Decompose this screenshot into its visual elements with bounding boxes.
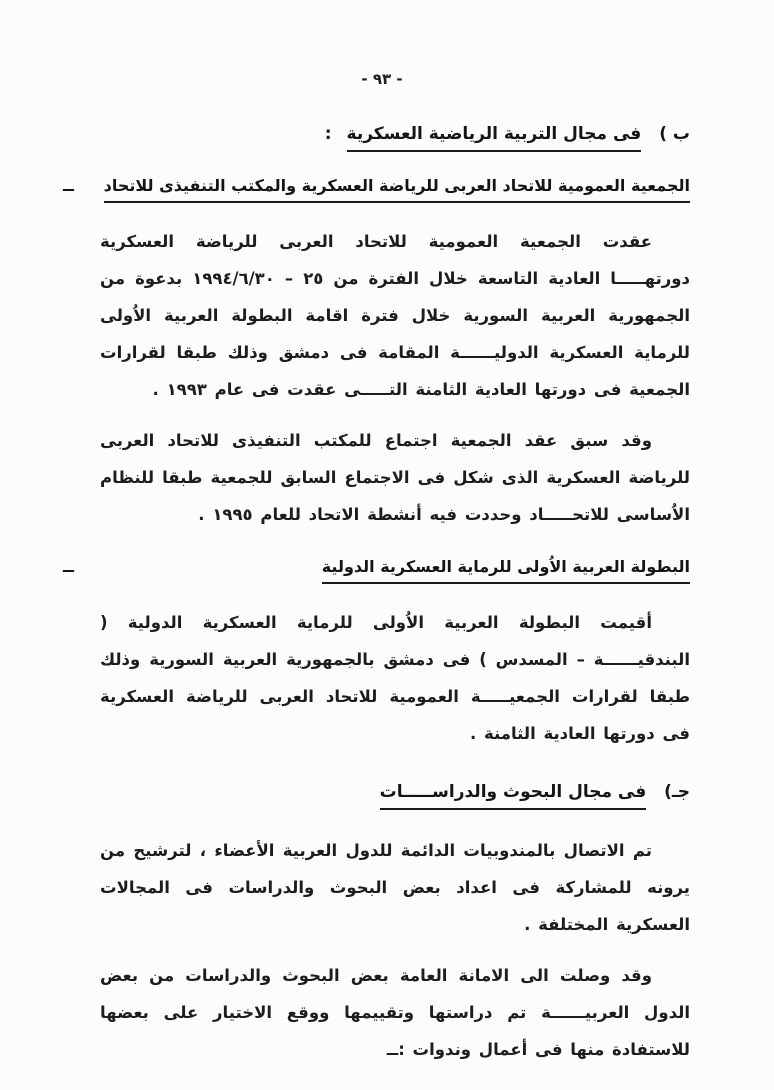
paragraph-championship-held: أقيمت البطولة العربية الاُولى للرماية العسكرية الدولية ( البندقيــــــة – المسدس ) فى دمشق بالجمهورية العربية السورية وذلك طبقا لقرارات الجمعيـــــة العمومية للاتحاد العربى للرياضة العسكرية فى دورتها العادية الثامنة . — [100, 613, 690, 743]
page-number: - ٩٣ - — [361, 70, 403, 88]
subheading-championship: البطولة العربية الاُولى للرماية العسكرية الدولية — [322, 557, 690, 584]
section-b-colon: : — [324, 124, 332, 144]
section-c-heading — [100, 782, 690, 802]
paragraph-research-delegations-contact: تم الاتصال بالمندوبيات الدائمة للدول العربية الأعضاء ، لترشيح من يرونه للمشاركة فى اعداد بعض البحوث والدراسات فى المجالات العسكرية المختلفة . — [100, 841, 690, 934]
list-dash-marker: ــ — [63, 557, 74, 576]
paragraph-research-received-studies: وقد وصلت الى الامانة العامة بعض البحوث والدراسات من بعض الدول العربيــــــة تم دراستها وتقييمها ووقع الاختيار على بعضها للاستفادة منها فى أعمال وندوات :ــ — [100, 966, 690, 1059]
section-c-title: فى مجال البحوث والدراســـــات — [380, 782, 647, 810]
section-b-heading — [100, 124, 690, 144]
paragraph-executive-office-meeting: وقد سبق عقد الجمعية اجتماع للمكتب التنفيذى للاتحاد العربى للرياضة العسكرية الذى شكل فى الاجتماع السابق للجمعية طبقا للنظام الاُساسى للاتحـــــاد وحددت فيه أنشطة الاتحاد للعام ١٩٩٥ . — [100, 431, 690, 524]
section-b-letter: ب ) — [659, 124, 690, 144]
section-b-title: فى مجال التربية الرياضية العسكرية — [347, 124, 642, 152]
paragraph-assembly-ninth-session: عقدت الجمعية العمومية للاتحاد العربى للرياضة العسكرية دورتهـــــا العادية التاسعة خلال الفترة من ٢٥ – ١٩٩٤/٦/٣٠ بدعوة من الجمهورية العربية السورية خلال فترة اقامة البطولة العربية الاُولى للرماية العسكرية الدوليــــــة المقامة فى دمشق وذلك طبقا لقرارات الجمعية فى دورتها العادية الثامنة التـــــى عقدت فى عام ١٩٩٣ . — [100, 232, 690, 399]
subheading-general-assembly: الجمعية العمومية للاتحاد العربى للرياضة العسكرية والمكتب التنفيذى للاتحاد — [104, 176, 690, 203]
document-content — [63, 124, 690, 1068]
subheading-row-championship — [63, 557, 690, 576]
subheading-row-general-assembly — [63, 176, 690, 195]
section-c-letter: جـ) — [664, 782, 690, 802]
list-dash-marker: ــ — [63, 176, 74, 195]
